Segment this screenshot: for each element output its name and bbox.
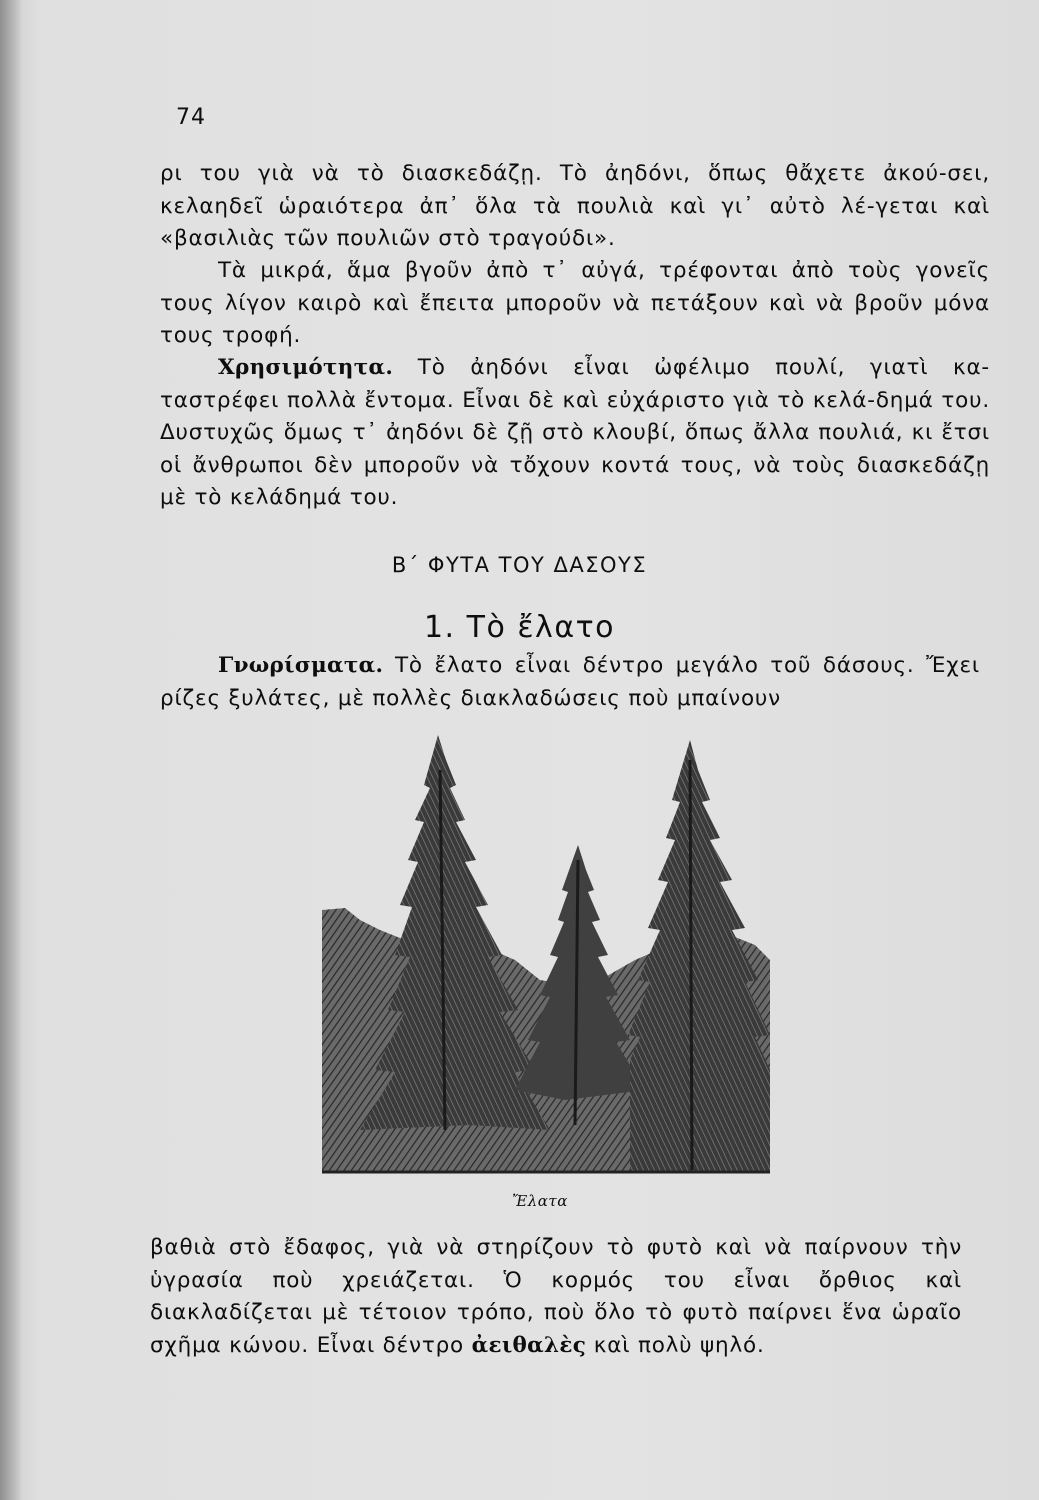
- page-number: 74: [176, 105, 206, 130]
- term-evergreen: ἀειθαλὲς: [471, 1332, 587, 1358]
- term-features: Γνωρίσματα.: [218, 653, 384, 678]
- section-heading: Β΄ ΦΥΤΑ ΤΟΥ ΔΑΣΟΥΣ: [391, 553, 648, 577]
- paragraph-fir-roots-trunk: [150, 1232, 962, 1362]
- fir-tree-left: [360, 735, 550, 1130]
- paragraph-text: βαθιὰ στὸ ἔδαφος, γιὰ νὰ στηρίζουν τὸ φυτὸ καὶ νὰ παίρνουν τὴν ὑγρασία ποὺ χρειάζεται. Ὁ κορμός του εἶναι ὄρθιος καὶ διακλαδίζεται μὲ τέτοιον τρόπο, ποὺ ὅλο τὸ φυτὸ παίρνει ἕνα ὡραῖο σχῆμα κώνου. Εἶναι δέντρο: [150, 1235, 962, 1358]
- paragraph-nightingale-usefulness: [160, 352, 990, 515]
- paragraph-nightingale-young: Τὰ μικρά, ἅμα βγοῦν ἀπὸ τ᾿ αὐγά, τρέφονται ἀπὸ τοὺς γονεῖς τους λίγον καιρὸ καὶ ἔπειτα μποροῦν νὰ πετάξουν καὶ νὰ βροῦν μόνα τους τροφή.: [160, 258, 990, 348]
- paragraph-fir-features: [160, 650, 980, 715]
- paragraph-text: καὶ πολὺ ψηλό.: [586, 1332, 765, 1358]
- fir-trees-figure: [300, 730, 800, 1180]
- book-spine-shadow: [0, 0, 22, 1500]
- term-usefulness: Χρησιμότητα.: [218, 355, 394, 380]
- paragraph-text: Τὸ ἔλατο εἶναι δέντρο μεγάλο τοῦ δάσους. Ἔχει ρίζες ξυλάτες, μὲ πολλὲς διακλαδώσεις ποὺ μπαίνουν: [160, 653, 980, 711]
- lesson-title: 1. Τὸ ἔλατο: [423, 610, 616, 645]
- figure-caption: Ἔλατα: [512, 1192, 568, 1210]
- paragraph-text: Τὸ ἀηδόνι εἶναι ὠφέλιμο πουλί, γιατὶ κα-ταστρέφει πολλὰ ἔντομα. Εἶναι δὲ καὶ εὐχάριστο γιὰ τὸ κελά-δημά του. Δυστυχῶς ὅμως τ᾿ ἀηδόνι δὲ ζῇ στὸ κλουβί, ὅπως ἄλλα πουλιά, κι ἔτσι οἱ ἄνθρωποι δὲν μποροῦν νὰ τὄχουν κοντά τους, νὰ τοὺς διασκεδάζῃ μὲ τὸ κελάδημά του.: [160, 355, 990, 510]
- paragraph-nightingale-song: ρι του γιὰ νὰ τὸ διασκεδάζῃ. Τὸ ἀηδόνι, ὅπως θἄχετε ἀκού-σει, κελαηδεῖ ὡραιότερα ἀπ᾿ ὅλα τὰ πουλιὰ καὶ γι᾿ αὐτὸ λέ-γεται καὶ «βασιλιὰς τῶν πουλιῶν στὸ τραγούδι».: [160, 161, 990, 251]
- fir-trees-illustration-icon: [300, 730, 800, 1180]
- fir-trunk-right: [690, 760, 692, 1170]
